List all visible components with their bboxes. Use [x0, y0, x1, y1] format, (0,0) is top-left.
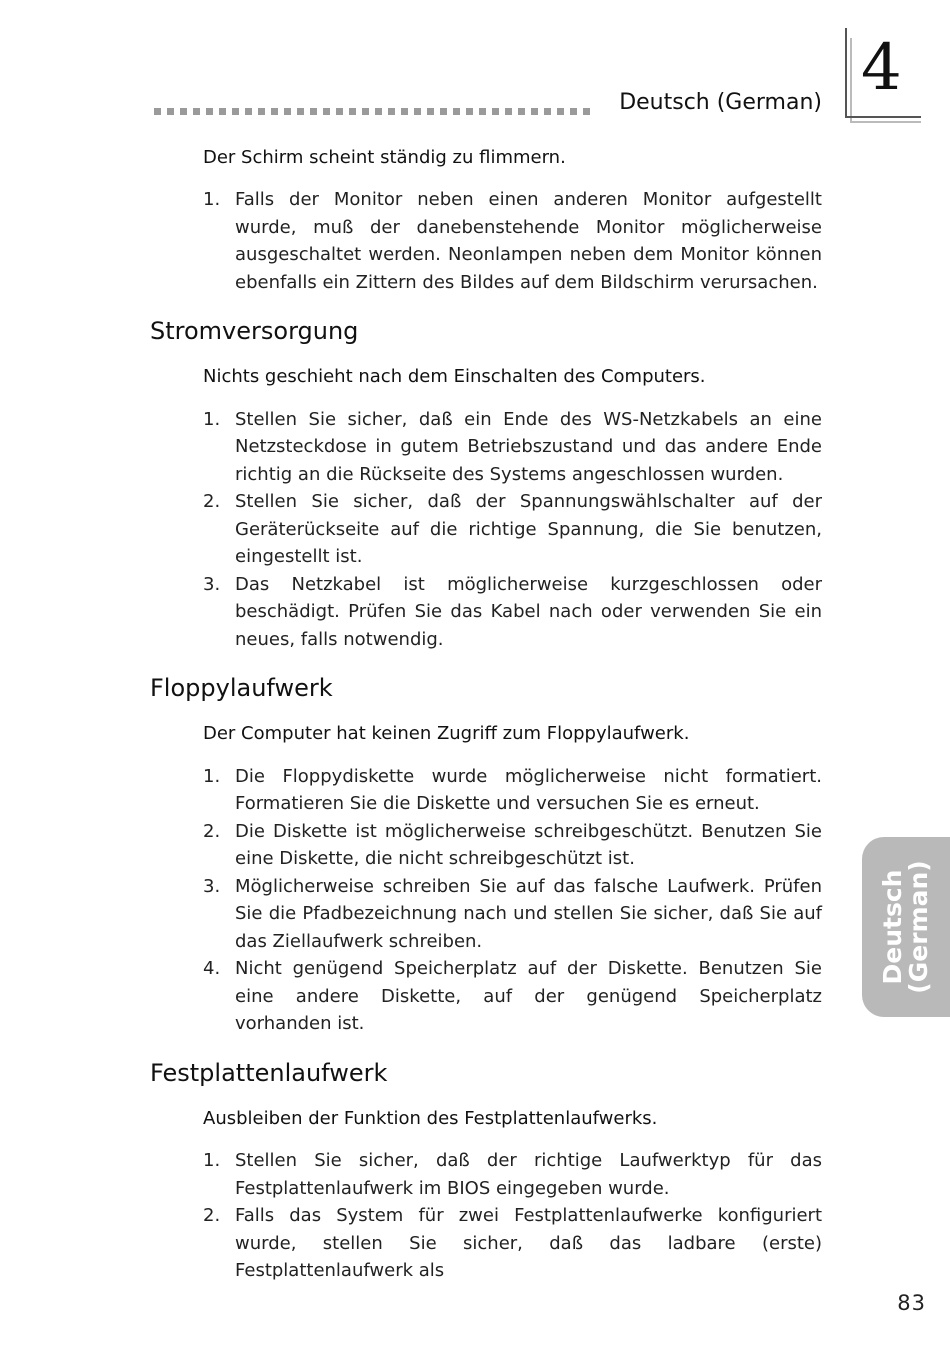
- rule-dot: [336, 108, 343, 115]
- step-text: Die Diskette ist möglicherweise schreibgeschützt. Benutzen Sie eine Diskette, die nicht schreibgeschützt ist.: [235, 820, 822, 870]
- side-tab-line-2: (German): [904, 860, 933, 994]
- chapter-marker: [845, 28, 921, 122]
- step-item: [203, 406, 822, 489]
- step-item: [203, 571, 822, 654]
- step-item: [203, 488, 822, 571]
- step-text: Das Netzkabel ist möglicherweise kurzgeschlossen oder beschädigt. Prüfen Sie das Kabel nach oder verwenden Sie ein neues, falls notwendig.: [235, 573, 822, 650]
- step-list: [203, 186, 822, 296]
- page-content: [150, 146, 822, 1285]
- language-header: Deutsch (German): [619, 90, 822, 115]
- step-text: Stellen Sie sicher, daß der richtige Laufwerktyp für das Festplattenlaufwerk im BIOS eingegeben wurde.: [235, 1150, 822, 1199]
- rule-dot: [180, 108, 187, 115]
- rule-dot: [154, 108, 161, 115]
- step-number: 4.: [203, 958, 221, 980]
- step-text: Falls der Monitor neben einen anderen Monitor aufgestellt wurde, muß der danebenstehende Monitor möglicherweise ausgeschaltet werden. Neonlampen neben dem Monitor können ebenfalls ein Zittern des Bildes auf dem Bildschirm verursachen.: [235, 189, 822, 293]
- step-text: Stellen Sie sicher, daß ein Ende des WS-Netzkabels an eine Netzsteckdose in gutem Betriebszustand und das andere Ende richtig an die Rückseite des Systems angeschlossen wurden.: [235, 408, 822, 485]
- rule-dot: [427, 108, 434, 115]
- step-item: [203, 955, 822, 1038]
- rule-dot: [167, 108, 174, 115]
- rule-dot: [414, 108, 421, 115]
- step-number: 3.: [203, 875, 221, 897]
- step-text: Falls das System für zwei Festplattenlaufwerke konfiguriert wurde, stellen Sie sicher, daß das ladbare (erste) Festplattenlaufwerk als: [235, 1205, 822, 1282]
- step-number: 2.: [203, 820, 221, 842]
- step-item: [203, 1202, 822, 1285]
- problem-heading: Der Schirm scheint ständig zu flimmern.: [203, 147, 566, 168]
- section-title: Stromversorgung: [150, 317, 359, 346]
- step-item: [203, 763, 822, 818]
- step-number: 1.: [203, 408, 221, 430]
- step-text: Stellen Sie sicher, daß der Spannungswählschalter auf der Geräterückseite auf die richtige Spannung, die Sie benutzen, eingestellt ist.: [235, 491, 822, 568]
- section-title: Floppylaufwerk: [150, 674, 333, 703]
- rule-dot: [557, 108, 564, 115]
- rule-dot: [531, 108, 538, 115]
- rule-dot: [258, 108, 265, 115]
- rule-dot: [310, 108, 317, 115]
- rule-dot: [323, 108, 330, 115]
- rule-dot: [570, 108, 577, 115]
- step-number: 1.: [203, 1150, 221, 1172]
- step-item: [203, 186, 822, 296]
- rule-dot: [362, 108, 369, 115]
- rule-dot: [505, 108, 512, 115]
- problem-heading: Nichts geschieht nach dem Einschalten des Computers.: [203, 366, 706, 388]
- rule-dot: [401, 108, 408, 115]
- step-number: 1.: [203, 189, 221, 211]
- side-tab-label: [877, 860, 933, 994]
- step-item: [203, 818, 822, 873]
- rule-dot: [466, 108, 473, 115]
- rule-dot: [440, 108, 447, 115]
- chapter-number: 4: [861, 31, 902, 105]
- rule-dot: [232, 108, 239, 115]
- rule-dot: [492, 108, 499, 115]
- step-text: Möglicherweise schreiben Sie auf das falsche Laufwerk. Prüfen Sie die Pfadbezeichnung nach und stellen Sie sicher, daß Sie auf das Ziellaufwerk schreiben.: [235, 875, 822, 952]
- rule-dot: [297, 108, 304, 115]
- rule-dot: [284, 108, 291, 115]
- step-number: 1.: [203, 765, 221, 787]
- rule-dot: [349, 108, 356, 115]
- page-number: 83: [897, 1291, 926, 1315]
- section-title: Festplattenlaufwerk: [150, 1058, 388, 1087]
- rule-dot: [375, 108, 382, 115]
- step-number: 2.: [203, 491, 221, 513]
- rule-dot: [271, 108, 278, 115]
- step-list: [203, 1147, 822, 1285]
- rule-dot: [245, 108, 252, 115]
- rule-dot: [583, 108, 590, 115]
- step-number: 3.: [203, 573, 221, 595]
- rule-dot: [388, 108, 395, 115]
- rule-dot: [193, 108, 200, 115]
- side-tab-line-1: Deutsch: [877, 869, 907, 985]
- step-number: 2.: [203, 1205, 221, 1227]
- step-text: Die Floppydiskette wurde möglicherweise nicht formatiert. Formatieren Sie die Diskette und versuchen Sie es erneut.: [235, 765, 822, 815]
- rule-dot: [479, 108, 486, 115]
- rule-dot: [219, 108, 226, 115]
- step-item: [203, 873, 822, 956]
- header-dot-rule: [154, 105, 604, 117]
- step-text: Nicht genügend Speicherplatz auf der Diskette. Benutzen Sie eine andere Diskette, auf der genügend Speicherplatz vorhanden ist.: [235, 958, 822, 1035]
- rule-dot: [544, 108, 551, 115]
- step-list: [203, 763, 822, 1038]
- step-item: [203, 1147, 822, 1202]
- rule-dot: [453, 108, 460, 115]
- problem-heading: Ausbleiben der Funktion des Festplattenlaufwerks.: [203, 1107, 658, 1129]
- rule-dot: [206, 108, 213, 115]
- step-list: [203, 406, 822, 654]
- rule-dot: [518, 108, 525, 115]
- problem-heading: Der Computer hat keinen Zugriff zum Floppylaufwerk.: [203, 723, 690, 745]
- language-side-tab: [862, 837, 950, 1017]
